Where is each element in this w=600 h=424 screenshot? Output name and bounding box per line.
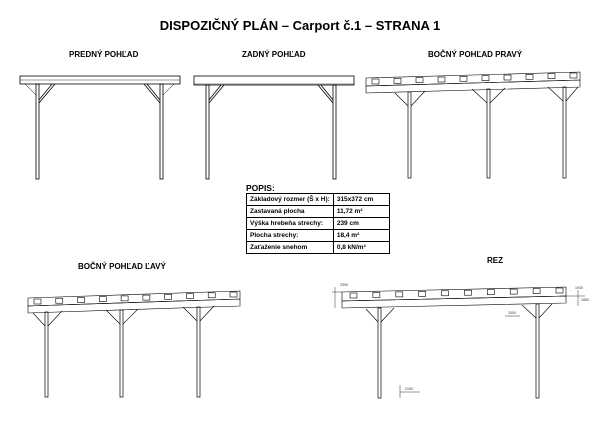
- popis-value: 18,4 m²: [333, 230, 389, 242]
- rafter-end: [556, 288, 563, 293]
- back-view-label: ZADNÝ POHĽAD: [242, 50, 306, 59]
- popis-value: 0,8 kN/m²: [333, 242, 389, 254]
- section-view-label: REZ: [487, 256, 503, 265]
- popis-label: Základový rozmer (Š x H):: [247, 194, 334, 206]
- popis-label: Zaťaženie snehom: [247, 242, 334, 254]
- popis-label: Výška hrebeňa strechy:: [247, 218, 334, 230]
- rafter-end: [464, 290, 471, 295]
- rafter-end: [165, 294, 172, 299]
- rafter-end: [460, 76, 467, 81]
- rafter-end: [438, 77, 445, 82]
- table-row: [247, 206, 390, 218]
- rafter-end: [570, 73, 577, 78]
- popis-label: Zastavaná plocha: [247, 206, 334, 218]
- table-row: [247, 218, 390, 230]
- rafter-end: [186, 294, 193, 299]
- front-view-label: PREDNÝ POHĽAD: [69, 50, 139, 59]
- popis-table: [246, 193, 390, 254]
- popis-label: Plocha strechy:: [247, 230, 334, 242]
- table-row: [247, 230, 390, 242]
- dim-right-mid: 1850: [581, 298, 589, 302]
- rafter-end: [533, 289, 540, 294]
- popis-heading: POPIS:: [246, 183, 275, 193]
- dim-bottom: 2150: [405, 387, 413, 391]
- rafter-end: [419, 291, 426, 296]
- rafter-end: [548, 74, 555, 79]
- dim-right-top: 1930: [575, 286, 583, 290]
- rafter-end: [373, 292, 380, 297]
- rafter-end: [143, 295, 150, 300]
- rafter-end: [482, 76, 489, 81]
- popis-value: 239 cm: [333, 218, 389, 230]
- rafter-end: [487, 290, 494, 295]
- rafter-end: [121, 296, 128, 301]
- rafter-end: [526, 74, 533, 79]
- rafter-end: [372, 79, 379, 84]
- rafter-end: [350, 293, 357, 298]
- rafter-end: [78, 297, 85, 302]
- rafter-end: [442, 291, 449, 296]
- rafter-end: [230, 292, 237, 297]
- dim-mid: 2000: [508, 311, 516, 315]
- popis-value: 11,72 m²: [333, 206, 389, 218]
- page-title: DISPOZIČNÝ PLÁN – Carport č.1 – STRANA 1: [159, 18, 441, 33]
- popis-value: 315x372 cm: [333, 194, 389, 206]
- rafter-end: [396, 292, 403, 297]
- rafter-end: [34, 299, 41, 304]
- rafter-end: [56, 298, 63, 303]
- rafter-end: [510, 289, 517, 294]
- table-row: [247, 242, 390, 254]
- rafter-end: [504, 75, 511, 80]
- dim-left-top: 2390: [340, 283, 348, 287]
- table-row: [247, 194, 390, 206]
- rafter-end: [416, 78, 423, 83]
- side-right-view-label: BOČNÝ POHĽAD PRAVÝ: [428, 50, 523, 59]
- rafter-end: [394, 78, 401, 83]
- side-left-view-label: BOČNÝ POHĽAD ĽAVÝ: [78, 262, 166, 271]
- rafter-end: [208, 293, 215, 298]
- rafter-end: [99, 297, 106, 302]
